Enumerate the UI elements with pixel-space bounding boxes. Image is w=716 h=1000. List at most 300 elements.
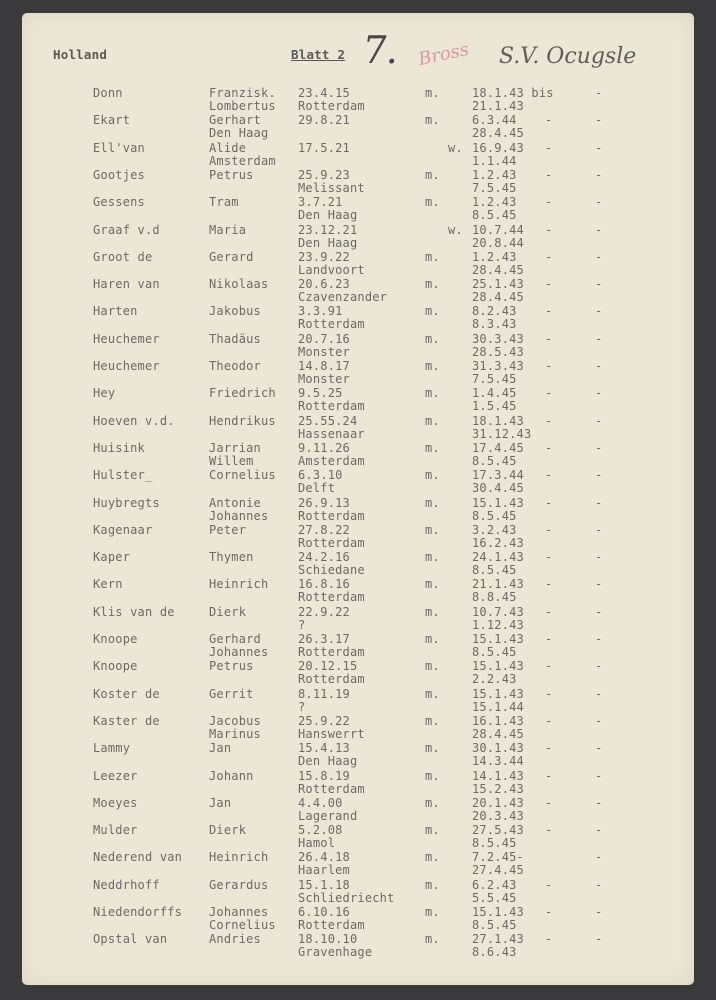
start-date-cell: 10.7.44 (472, 222, 524, 237)
dash-cell: - (545, 795, 553, 810)
birth-date-cell: 25.55.24 (298, 413, 358, 428)
end-date-cell: 20.8.44 (472, 235, 524, 250)
dash-cell: - (595, 877, 603, 892)
first-name-cell: Jacobus (209, 713, 261, 728)
sex-cell: m. (425, 113, 440, 128)
birth-place-cell: Czavenzander (298, 290, 388, 305)
end-date-cell: 28.4.45 (472, 126, 524, 141)
surname-cell: Mulder (93, 823, 138, 838)
end-date-cell: 30.4.45 (472, 481, 524, 496)
table-row (0, 796, 716, 823)
start-date-cell: 30.1.43 (472, 741, 524, 756)
sex-cell: m. (425, 495, 440, 510)
first-name-cell: Gerardus (209, 877, 269, 892)
surname-cell: Knoope (93, 659, 138, 674)
birth-place-cell: Rotterdam (298, 918, 365, 932)
birth-place-cell: Rotterdam (298, 508, 365, 523)
dash-cell: - (545, 277, 553, 292)
birth-date-cell: 22.9.22 (298, 604, 350, 619)
birth-date-cell: 26.3.17 (298, 632, 350, 646)
dash-cell: - (545, 522, 553, 537)
second-name-cell: Johannes (209, 508, 269, 523)
surname-cell: Haren van (93, 277, 160, 292)
dash-cell: - (595, 331, 603, 346)
surname-cell: Graaf v.d (93, 222, 160, 237)
dash-cell: - (545, 468, 553, 483)
first-name-cell: Peter (209, 522, 247, 537)
birth-date-cell: 18.10.10 (298, 932, 358, 947)
table-row (0, 550, 716, 577)
birth-date-cell: 8.11.19 (298, 686, 350, 701)
birth-date-cell: 15.8.19 (298, 768, 350, 783)
start-date-cell: 6.2.43 (472, 877, 517, 892)
sex-cell: m. (425, 167, 440, 182)
end-date-cell: 15.2.43 (472, 781, 524, 796)
end-date-cell: 8.8.45 (472, 590, 517, 605)
country-heading: Holland (53, 47, 108, 62)
surname-cell: Nederend van (93, 850, 183, 865)
sex-cell: m. (425, 550, 440, 565)
birth-date-cell: 24.2.16 (298, 550, 350, 565)
surname-cell: Ell'van (93, 140, 145, 155)
start-date-cell: 1.2.43 (472, 195, 517, 210)
sex-cell: w. (448, 222, 463, 237)
start-date-cell: 27.5.43 (472, 823, 524, 838)
end-date-cell: 1.5.45 (472, 399, 517, 414)
surname-cell: Heuchemer (93, 359, 160, 373)
first-name-cell: Nikolaas (209, 277, 269, 292)
dash-cell: - (595, 522, 603, 537)
surname-cell: Leezer (93, 768, 138, 783)
dash-cell: - (545, 195, 553, 210)
end-date-cell: 7.5.45 (472, 180, 517, 195)
dash-cell: - (595, 905, 603, 919)
dash-cell: - (595, 304, 603, 319)
first-name-cell: Alide (209, 140, 247, 155)
table-row (0, 523, 716, 550)
start-date-cell: 15.1.43 (472, 632, 524, 646)
dash-cell: - (595, 795, 603, 810)
surname-cell: Moeyes (93, 795, 138, 810)
end-date-cell: 8.5.45 (472, 836, 517, 851)
start-date-cell: 25.1.43 (472, 277, 524, 292)
birth-date-cell: 23.4.15 (298, 86, 350, 100)
handwritten-red-annotation: Bross (416, 38, 471, 71)
second-name-cell: Marinus (209, 726, 261, 741)
start-date-cell: 8.2.43 (472, 304, 517, 319)
end-date-cell: 20.3.43 (472, 808, 524, 823)
birth-place-cell: Schiedane (298, 563, 365, 578)
table-row (0, 277, 716, 304)
table-row (0, 850, 716, 877)
dash-cell: - (595, 686, 603, 701)
sex-cell: m. (425, 277, 440, 292)
birth-date-cell: 3.3.91 (298, 304, 343, 319)
dash-cell: - (595, 222, 603, 237)
dash-cell: - (595, 632, 603, 646)
first-name-cell: Hendrikus (209, 413, 276, 428)
sex-cell: m. (425, 249, 440, 264)
first-name-cell: Johann (209, 768, 254, 783)
birth-date-cell: 26.9.13 (298, 495, 350, 510)
dash-cell: - (595, 277, 603, 292)
surname-cell: Kaper (93, 550, 131, 565)
sex-cell: m. (425, 386, 440, 401)
end-date-cell: 8.3.43 (472, 317, 517, 332)
birth-place-cell: Rotterdam (298, 317, 365, 332)
end-date-cell: 8.5.45 (472, 645, 517, 659)
birth-date-cell: 25.9.22 (298, 713, 350, 728)
dash-cell: - (545, 140, 553, 155)
first-name-cell: Andries (209, 932, 261, 947)
start-date-cell: 15.1.43 (472, 905, 524, 919)
table-row (0, 632, 716, 659)
birth-date-cell: 27.8.22 (298, 522, 350, 537)
start-date-cell: 6.3.44 (472, 113, 517, 128)
surname-cell: Koster de (93, 686, 160, 701)
sex-cell: w. (448, 140, 463, 155)
start-date-cell: 1.2.43 (472, 249, 517, 264)
dash-cell: - (595, 413, 603, 428)
sex-cell: m. (425, 413, 440, 428)
birth-date-cell: 14.8.17 (298, 359, 350, 373)
end-date-cell: 5.5.45 (472, 890, 517, 905)
first-name-cell: Theodor (209, 359, 261, 373)
start-date-cell: 15.1.43 (472, 495, 524, 510)
first-name-cell: Cornelius (209, 468, 276, 483)
start-date-cell: 20.1.43 (472, 795, 524, 810)
sex-cell: m. (425, 850, 440, 865)
first-name-cell: Maria (209, 222, 247, 237)
dash-cell: - (545, 386, 553, 401)
end-date-cell: 1.12.43 (472, 617, 524, 632)
birth-date-cell: 23.9.22 (298, 249, 350, 264)
end-date-cell: 8.5.45 (472, 563, 517, 578)
surname-cell: Hey (93, 386, 116, 401)
dash-cell: - (595, 440, 603, 455)
start-date-cell: 18.1.43 (472, 413, 524, 428)
start-date-cell: 31.3.43 (472, 359, 524, 373)
first-name-cell: Dierk (209, 604, 247, 619)
birth-place-cell: Amsterdam (298, 453, 365, 468)
birth-date-cell: 16.8.16 (298, 577, 350, 592)
handwritten-note: S.V. Ocugsle (499, 44, 637, 69)
surname-cell: Neddrhoff (93, 877, 160, 892)
start-date-cell: 18.1.43 bis (472, 86, 554, 100)
first-name-cell: Tram (209, 195, 239, 210)
table-row (0, 932, 716, 959)
dash-cell: - (595, 713, 603, 728)
dash-cell: - (595, 359, 603, 373)
birth-date-cell: 17.5.21 (298, 140, 350, 155)
end-date-cell: 2.2.43 (472, 672, 517, 687)
dash-cell: - (595, 167, 603, 182)
sex-cell: m. (425, 686, 440, 701)
first-name-cell: Thadäus (209, 331, 261, 346)
birth-date-cell: 4.4.00 (298, 795, 343, 810)
end-date-cell: 8.5.45 (472, 208, 517, 223)
table-row (0, 332, 716, 359)
table-row (0, 386, 716, 413)
dash-cell: - (545, 659, 553, 674)
surname-cell: Kern (93, 577, 123, 592)
dash-cell: - (595, 249, 603, 264)
end-date-cell: 28.5.43 (472, 344, 524, 359)
start-date-cell: 15.1.43 (472, 659, 524, 674)
birth-place-cell: Haarlem (298, 863, 350, 878)
birth-place-cell: Den Haag (298, 754, 358, 769)
birth-place-cell: ? (298, 699, 306, 714)
first-name-cell: Gerhart (209, 113, 261, 128)
end-date-cell: 21.1.43 (472, 99, 524, 113)
birth-place-cell: Den Haag (298, 235, 358, 250)
surname-cell: Huybregts (93, 495, 160, 510)
dash-cell: - (545, 413, 553, 428)
start-date-cell: 1.4.45 (472, 386, 517, 401)
table-row (0, 250, 716, 277)
birth-date-cell: 9.5.25 (298, 386, 343, 401)
table-row (0, 769, 716, 796)
dash-cell: - (545, 359, 553, 373)
birth-date-cell: 20.12.15 (298, 659, 358, 674)
table-row (0, 141, 716, 168)
dash-cell: - (545, 331, 553, 346)
table-row (0, 223, 716, 250)
table-row (0, 605, 716, 632)
table-row (0, 304, 716, 331)
sex-cell: m. (425, 932, 440, 947)
surname-cell: Kaster de (93, 713, 160, 728)
dash-cell: - (545, 932, 553, 947)
dash-cell: - (595, 741, 603, 756)
dash-cell: - (545, 167, 553, 182)
birth-place-cell: Rotterdam (298, 535, 365, 550)
dash-cell: - (545, 304, 553, 319)
table-row (0, 86, 716, 113)
start-date-cell: 17.4.45 (472, 440, 524, 455)
table-row (0, 195, 716, 222)
birth-place-cell: Hamol (298, 836, 336, 851)
surname-cell: Gootjes (93, 167, 145, 182)
table-row (0, 687, 716, 714)
birth-date-cell: 25.9.23 (298, 167, 350, 182)
handwritten-page-number: 7. (359, 28, 403, 72)
sex-cell: m. (425, 795, 440, 810)
dash-cell: - (545, 823, 553, 838)
surname-cell: Knoope (93, 632, 138, 646)
table-row (0, 359, 716, 386)
sex-cell: m. (425, 823, 440, 838)
dash-cell: - (545, 768, 553, 783)
sex-cell: m. (425, 359, 440, 373)
dash-cell: - (595, 140, 603, 155)
dash-cell: - (545, 577, 553, 592)
dash-cell: - (595, 850, 603, 865)
dash-cell: - (595, 113, 603, 128)
dash-cell: - (595, 195, 603, 210)
start-date-cell: 17.3.44 (472, 468, 524, 483)
birth-date-cell: 5.2.08 (298, 823, 343, 838)
surname-cell: Groot de (93, 249, 153, 264)
first-name-cell: Jan (209, 741, 232, 756)
dash-cell: - (595, 577, 603, 592)
surname-cell: Opstal van (93, 932, 168, 947)
end-date-cell: 8.5.45 (472, 918, 517, 932)
sex-cell: m. (425, 632, 440, 646)
start-date-cell: 16.1.43 (472, 713, 524, 728)
sex-cell: m. (425, 604, 440, 619)
birth-date-cell: 20.6.23 (298, 277, 350, 292)
dash-cell: - (595, 768, 603, 783)
second-name-cell: Den Haag (209, 126, 269, 141)
surname-cell: Niedendorffs (93, 905, 183, 919)
start-date-cell: 24.1.43 (472, 550, 524, 565)
start-date-cell: 30.3.43 (472, 331, 524, 346)
first-name-cell: Heinrich (209, 577, 269, 592)
birth-place-cell: Gravenhage (298, 945, 373, 960)
sex-cell: m. (425, 741, 440, 756)
birth-place-cell: Lagerand (298, 808, 358, 823)
birth-place-cell: Rotterdam (298, 399, 365, 414)
birth-date-cell: 6.3.10 (298, 468, 343, 483)
birth-date-cell: 3.7.21 (298, 195, 343, 210)
dash-cell: - (595, 659, 603, 674)
first-name-cell: Heinrich (209, 850, 269, 865)
sex-cell: m. (425, 195, 440, 210)
first-name-cell: Gerhard (209, 632, 261, 646)
sex-cell: m. (425, 331, 440, 346)
end-date-cell: 15.1.44 (472, 699, 524, 714)
table-row (0, 823, 716, 850)
birth-place-cell: Schliedriecht (298, 890, 395, 905)
table-row (0, 441, 716, 468)
birth-place-cell: Melissant (298, 180, 365, 195)
table-row (0, 468, 716, 495)
sex-cell: m. (425, 522, 440, 537)
start-date-cell: 15.1.43 (472, 686, 524, 701)
table-row (0, 741, 716, 768)
end-date-cell: 8.6.43 (472, 945, 517, 960)
table-row (0, 168, 716, 195)
surname-cell: Ekart (93, 113, 131, 128)
dash-cell: - (545, 550, 553, 565)
table-row (0, 496, 716, 523)
table-row (0, 577, 716, 604)
sex-cell: m. (425, 468, 440, 483)
first-name-cell: Jarrian (209, 440, 261, 455)
start-date-cell: 16.9.43 (472, 140, 524, 155)
birth-date-cell: 15.4.13 (298, 741, 350, 756)
end-date-cell: 16.2.43 (472, 535, 524, 550)
surname-cell: Hulster_ (93, 468, 153, 483)
table-row (0, 905, 716, 932)
birth-place-cell: Rotterdam (298, 645, 365, 659)
dash-cell: - (595, 86, 603, 100)
surname-cell: Harten (93, 304, 138, 319)
end-date-cell: 28.4.45 (472, 262, 524, 277)
table-row (0, 414, 716, 441)
dash-cell: - (595, 468, 603, 483)
end-date-cell: 31.12.43 (472, 426, 532, 441)
table-row (0, 113, 716, 140)
birth-place-cell: Rotterdam (298, 781, 365, 796)
end-date-cell: 27.4.45 (472, 863, 524, 878)
start-date-cell: 10.7.43 (472, 604, 524, 619)
birth-place-cell: Monster (298, 372, 350, 386)
sex-cell: m. (425, 304, 440, 319)
birth-date-cell: 29.8.21 (298, 113, 350, 128)
birth-date-cell: 26.4.18 (298, 850, 350, 865)
second-name-cell: Willem (209, 453, 254, 468)
first-name-cell: Jan (209, 795, 232, 810)
sex-cell: m. (425, 877, 440, 892)
surname-cell: Lammy (93, 741, 131, 756)
dash-cell: - (545, 440, 553, 455)
birth-date-cell: 15.1.18 (298, 877, 350, 892)
first-name-cell: Dierk (209, 823, 247, 838)
dash-cell: - (595, 932, 603, 947)
birth-date-cell: 23.12.21 (298, 222, 358, 237)
dash-cell: - (545, 632, 553, 646)
birth-place-cell: Rotterdam (298, 590, 365, 605)
first-name-cell: Johannes (209, 905, 269, 919)
end-date-cell: 28.4.45 (472, 290, 524, 305)
end-date-cell: 14.3.44 (472, 754, 524, 769)
first-name-cell: Petrus (209, 659, 254, 674)
sex-cell: m. (425, 577, 440, 592)
birth-place-cell: Monster (298, 344, 350, 359)
dash-cell: - (545, 686, 553, 701)
sex-cell: m. (425, 86, 440, 100)
end-date-cell: 8.5.45 (472, 453, 517, 468)
second-name-cell: Lombertus (209, 99, 276, 113)
start-date-cell: 1.2.43 (472, 167, 517, 182)
birth-date-cell: 20.7.16 (298, 331, 350, 346)
dash-cell: - (545, 905, 553, 919)
surname-cell: Hoeven v.d. (93, 413, 175, 428)
birth-place-cell: Delft (298, 481, 336, 496)
sex-cell: m. (425, 713, 440, 728)
second-name-cell: Cornelius (209, 918, 276, 932)
start-date-cell: 14.1.43 (472, 768, 524, 783)
birth-date-cell: 9.11.26 (298, 440, 350, 455)
dash-cell: - (595, 495, 603, 510)
end-date-cell: 1.1.44 (472, 153, 517, 168)
first-name-cell: Jakobus (209, 304, 261, 319)
sex-cell: m. (425, 659, 440, 674)
dash-cell: - (545, 249, 553, 264)
first-name-cell: Gerrit (209, 686, 254, 701)
surname-cell: Heuchemer (93, 331, 160, 346)
first-name-cell: Thymen (209, 550, 254, 565)
birth-place-cell: Rotterdam (298, 672, 365, 687)
start-date-cell: 3.2.43 (472, 522, 517, 537)
dash-cell: - (595, 604, 603, 619)
sex-cell: m. (425, 905, 440, 919)
dash-cell: - (545, 877, 553, 892)
second-name-cell: Johannes (209, 645, 269, 659)
dash-cell: - (595, 823, 603, 838)
dash-cell: - (545, 113, 553, 128)
dash-cell: - (545, 741, 553, 756)
end-date-cell: 8.5.45 (472, 508, 517, 523)
table-row (0, 878, 716, 905)
surname-cell: Gessens (93, 195, 145, 210)
end-date-cell: 7.5.45 (472, 372, 517, 386)
sex-cell: m. (425, 768, 440, 783)
dash-cell: - (545, 713, 553, 728)
birth-date-cell: 6.10.16 (298, 905, 350, 919)
